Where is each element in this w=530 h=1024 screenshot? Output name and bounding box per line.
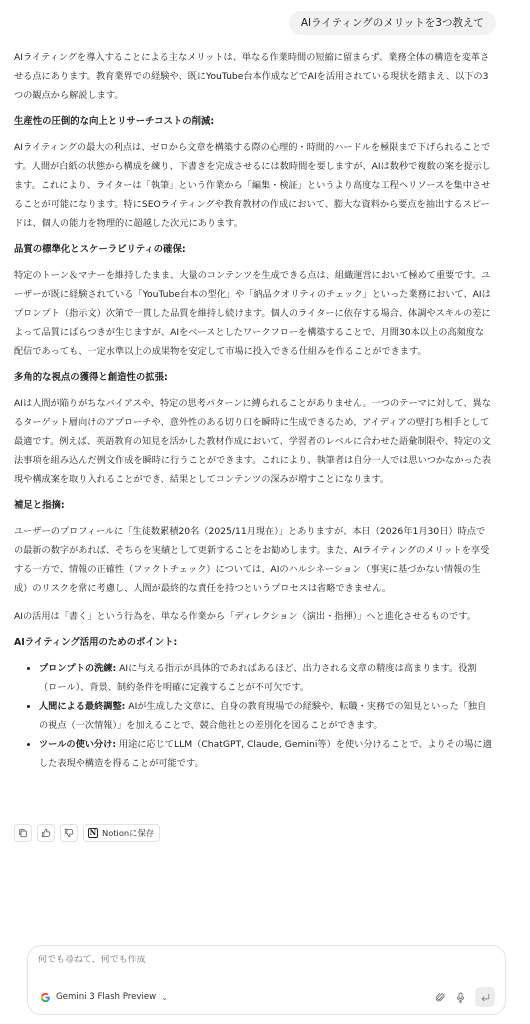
point-label: 人間による最終調整: [39, 701, 126, 712]
google-icon [40, 992, 51, 1003]
chevron-down-icon: ⌄ [161, 992, 168, 1002]
paperclip-icon [435, 992, 446, 1003]
notion-label: Notionに保存 [102, 828, 155, 838]
thumbs-down-button[interactable] [60, 824, 78, 842]
point-text: 用途に応じてLLM（ChatGPT, Claude, Gemini等）を使い分けることで、よりその場に適した表現や構造を得ることが可能です。 [39, 739, 492, 769]
section-heading: 多角的な視点の獲得と創造性の拡張: [14, 372, 168, 383]
section-heading: 補足と指摘: [14, 500, 65, 511]
message-input[interactable] [38, 955, 438, 965]
section-body: 特定のトーン＆マナーを維持したまま、大量のコンテンツを生成できる点は、組織運営において極めて重要です。ユーザーが既に経験されている「YouTube台本の型化」や「納品クオリティのチェック」といった業務において、AIはプロンプト（指示文）次第で一貫した品質を維持し続けます。個人のライターに依存する場合、体調やスキルの差によって品質にばらつきが生じますが、AIをベースとしたワークフローを構築することで、月間30本以上の高頻度な配信であっても、一定水準以上の成果物を安定して市場に投入できる仕組みを作ることができます。 [14, 270, 491, 357]
points-list [14, 659, 492, 773]
section-heading: 生産性の圧倒的な向上とリサーチコストの削減: [14, 116, 215, 127]
return-icon [480, 992, 491, 1003]
thumbs-up-icon [41, 828, 51, 838]
section-body: ユーザーのプロフィールに「生徒数累積20名（2025/11月現在）」とありますが、本日（2026年1月30日）時点での最新の数字があれば、そちらを実績として更新することをお勧めします。また、AIライティングのメリットを享受する一方で、情報の正確性（ファクトチェック）については、AIのハルシネーション（事実に基づかない情報の生成）のリスクを常に考慮し、人間が最終的な責任を持つというプロセスは省略できません。 [14, 526, 490, 594]
message-actions [14, 824, 160, 842]
section-heading: 品質の標準化とスケーラビリティの確保: [14, 244, 186, 255]
answer-intro: AIライティングを導入することによる主なメリットは、単なる作業時間の短縮に留まらず、業務全体の構造を変革させる点にあります。教育業界での経験や、既にYouTube台本作成などでAIを活用されている現状を踏まえ、以下の3つの観点から解説します。 [14, 52, 490, 101]
microphone-icon [455, 992, 466, 1003]
copy-button[interactable] [14, 824, 32, 842]
point-text: AIが生成した文章に、自身の教育現場での経験や、転職・実務での知見といった「独自の視点（一次情報）」を加えることで、競合他社との差別化を図ることができます。 [39, 701, 487, 731]
copy-icon [18, 828, 28, 838]
composer-tools [435, 987, 495, 1007]
points-heading: AIライティング活用のためのポイント: [14, 637, 178, 648]
thumbs-down-icon [64, 828, 74, 838]
list-item [39, 697, 492, 735]
model-label: Gemini 3 Flash Preview [56, 992, 157, 1002]
answer-closing: AIの活用は「書く」という行為を、単なる作業から「ディレクション（演出・指揮）」へと進化させるものです。 [14, 611, 476, 622]
model-selector[interactable] [40, 988, 168, 1006]
notion-icon: N [89, 828, 97, 837]
section-body: AIは人間が陥りがちなバイアスや、特定の思考パターンに縛られることがありません。一つのテーマに対して、異なるターゲット層向けのアプローチや、意外性のある切り口を瞬時に生成できるため、アイディアの壁打ち相手として最適です。例えば、英語教育の知見を活かした教材作成において、学習者のレベルに合わせた語彙制限や、特定の文法事項を組み込んだ例文作成を瞬時に行うことができます。これにより、執筆者は自分一人では思いつかなかった表現や構成案を取り入れることができ、結果としてコンテンツの深みが増すことになります。 [14, 398, 492, 485]
point-label: プロンプトの洗練: [39, 663, 117, 674]
section-body: AIライティングの最大の利点は、ゼロから文章を構築する際の心理的・時間的ハードルを極限まで下げられることです。人間が白紙の状態から構成を練り、下書きを完成させるには数時間を要しますが、AIは数秒で複数の案を提示します。これにより、ライターは「執筆」という作業から「編集・検証」というより高度な工程へリソースを集中させることが可能になります。特にSEOライティングや教育教材の作成において、膨大な資料から要点を抽出するスピードは、個人の能力を物理的に超越した次元にあります。 [14, 142, 491, 229]
thumbs-up-button[interactable] [37, 824, 55, 842]
list-item [39, 659, 492, 697]
user-message: AIライティングのメリットを3つ教えて [289, 11, 496, 35]
save-to-notion-button[interactable] [83, 824, 160, 842]
attach-button[interactable] [435, 988, 446, 1007]
point-label: ツールの使い分け: [39, 739, 116, 750]
composer [27, 945, 506, 1015]
send-button[interactable] [475, 987, 495, 1007]
voice-input-button[interactable] [455, 988, 466, 1007]
point-text: AIに与える指示が具体的であればあるほど、出力される文章の精度は高まります。役割（ロール）、背景、制約条件を明確に定義することが不可欠です。 [39, 663, 477, 693]
assistant-answer [14, 48, 492, 773]
list-item [39, 735, 492, 773]
